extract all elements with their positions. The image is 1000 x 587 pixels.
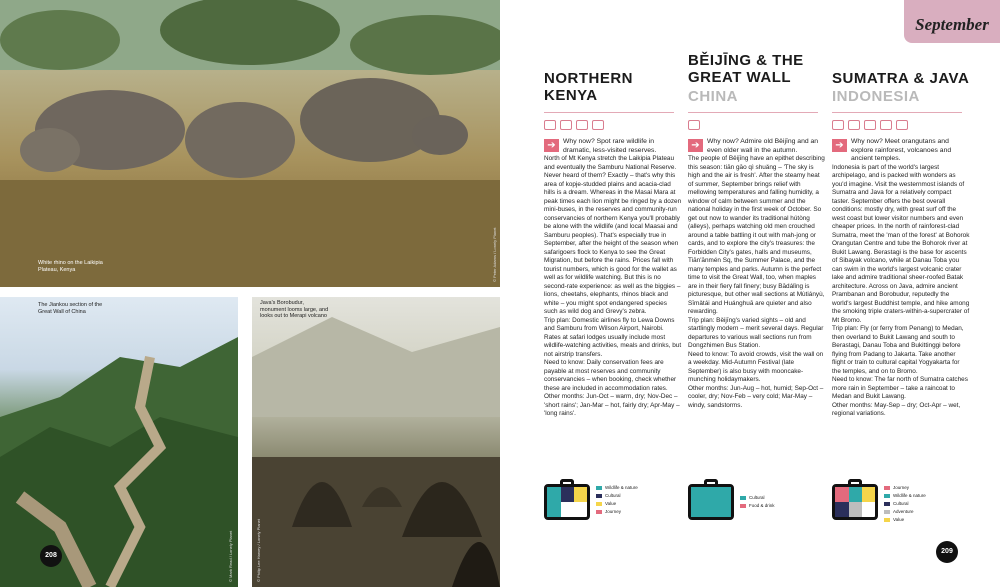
why-now: Why now? Meet orangutans and explore rainforest, volcanoes and ancient temples. [851,138,952,162]
legend-item: Cultural [749,495,765,500]
arrow-icon: ➔ [688,139,703,152]
trip-plan: Trip plan: Domestic airlines fly to Lewa Downs and Samburu from Wilson Airport, Nairobi. Rates at safari lodges usually include most wildlife-watching activities, meals and drinks, but not airstrip transfers. [544,316,682,358]
legend-item: Wildlife & nature [605,485,638,490]
other-months: Other months: May-Sep – dry; Oct-Apr – wet, regional variations. [832,401,961,417]
divider [832,112,962,113]
borobudur-illustration [252,297,500,587]
case-icon [544,484,590,520]
divider [544,112,674,113]
activity-icons [544,120,604,132]
legend-item: Cultural [605,493,621,498]
travel-case [832,484,926,524]
activity-icons [688,120,700,132]
rhino-credit: © Peter Adams / Lonely Planet [492,227,497,282]
column-title: SUMATRA & JAVA [832,70,970,87]
wildlife-icon [832,120,844,130]
need-to-know: Need to know: The far north of Sumatra catches more rain in September – take a raincoat to Medan and Bukit Lawang. [832,376,968,400]
body-paragraph: North of Mt Kenya stretch the Laikipia Plateau and eventually the Samburu National Reserve. Never heard of them? Exactly – that's why this area of kopje-studded plains and acacia-clad hills is a dream. Whereas in the Masai Mara at peak times each lion might be ringed by a dozen mini-buses, in the reserves and community-run conservancies of northern Kenya you'll probably be alone with the wildlife (and local Maasai and Samburu peoples). That's especially true in September, after the height of the season when safarigoers flock to Kenya to see the Great Migration, but before the rains. Prices fall with tourist numbers, which is good for the wallet as well as for wildlife watching. But this is no second-rate experience: as well as the biggies – lions, cheetahs, elephants, rhinos black and white – you might spot endangered species such as wild dog and Grevy's zebra. [544,155,682,315]
page-number-left: 208 [40,545,62,567]
need-to-know: Need to know: To avoid crowds, visit the wall on a weekday. Mid-Autumn Festival (late September) is also busy with mooncake-munching holidaymakers. [688,350,824,383]
legend-item: Adventure [893,509,914,514]
legend-item: Cultural [893,501,909,506]
need-to-know: Need to know: Daily conservation fees are payable at most reserves and community conservancies – when booking, check whether these are included in accommodation rates. [544,359,677,392]
legend [740,484,775,520]
column-body [544,138,682,419]
other-months: Other months: Jun-Aug – hot, humid; Sep-Oct – cooler, dry; Nov-Feb – very cold; Mar-May – windy, sandstorms. [688,384,824,409]
rhino-illustration [0,0,500,287]
why-now: Why now? Spot rare wildlife in dramatic, less-visited reserves. [563,138,657,154]
legend-item: Wildlife & nature [893,493,926,498]
legend [884,484,926,524]
temple-icon [864,120,876,130]
page-number-right: 209 [936,541,958,563]
column-title: BĚIJĪNG & THE GREAT WALL [688,52,804,86]
legend-item: Value [893,517,905,522]
legend-item: Food & drink [749,503,775,508]
trip-plan: Trip plan: Běijīng's varied sights – old and startlingly modern – merit several days. Regular departures to various wall sections run from Dongzhimen Bus Station. [688,316,824,349]
vehicle-icon [880,120,892,130]
column-body [832,138,970,419]
month-tab: September [904,0,1000,43]
legend [596,484,638,520]
column-country: CHINA [688,88,738,105]
column-body [688,138,826,410]
other-months: Other months: Jun-Oct – warm, dry; Nov-Dec – 'short rains'; Jan-Mar – hot, fairly dry; Apr-May – 'long rains'. [544,393,680,417]
wall-credit: © Mark Read / Lonely Planet [228,530,233,582]
arrow-icon: ➔ [544,139,559,152]
rhino-caption: White rhino on the Laikipia Plateau, Kenya [38,260,103,273]
borobudur-credit: © Philip Lee Harvey / Lonely Planet [256,519,261,582]
hiking-icon [896,120,908,130]
borobudur-photo [252,297,500,587]
legend-item: Journey [893,485,910,490]
case-icon [688,484,734,520]
activity-icons [832,120,908,132]
paw-icon [560,120,572,130]
great-wall-illustration [0,297,238,587]
paw-icon [848,120,860,130]
travel-case [688,484,775,520]
borobudur-caption: Java's Borobudur, monument looms large, and looks out to Merapi volcano [260,300,329,320]
why-now: Why now? Admire old Běijīng and an even older wall in the autumn. [707,138,819,154]
column-title: NORTHERN KENYA [544,70,633,104]
legend-item: Value [605,501,617,506]
great-wall-photo [0,297,238,587]
legend-item: Journey [605,509,622,514]
body-paragraph: The people of Běijīng have an epithet describing this season: tiān gāo qì shuǎng – 'The sky is high and the air is fresh'. After the steamy heat of summer, September brings relief with mellowing temperatures and falling humidity, a window of calm between summer and the national holiday in the first week of October. So get out now to wander its traditional hútòng (alleys), perhaps watching old men crouched around a table battling it out with mah-jong or cards, and to explore the city's treasures: the Forbidden City's gates, halls and museums, Tiān'ānmén Sq, the Summer Palace, and the many temples and parks. Autumn is the perfect time to visit the Great Wall, too, when maples are in their fiery fall finery; busy Bādálǐng is picturesque, but other wall sections at Mùtiányù, Sīmǎtái and Huánghuā are quieter and also rewarding. [688,155,825,315]
temple-icon [688,120,700,130]
arrow-icon: ➔ [832,139,847,152]
column-country: INDONESIA [832,88,920,105]
vehicle-icon [592,120,604,130]
body-paragraph: Indonesia is part of the world's largest archipelago, and is packed with wonders as you'd imagine. Visit the westernmost islands of Sumatra and Java for a relatively compact taster. September offers the best overall conditions: mostly dry, with great surf off the west coast but lower visitor numbers and even cheaper prices. In the north of rainforest-clad Sumatra, meet the 'man of the forest' at Bohorok Orangutan Centre and tube the Bohorok river at Bukit Lawang. Berastagi is the base for ascents of Sibayak volcano, while at Danau Toba you can swim in the world's largest volcanic crater lake and admire traditional sheer-roofed Batak architecture. Across on Java, admire ancient Prambanan and Borobudur, reputedly the world's largest Buddhist temple, and hike among the smoking triple craters-within-a-supercrater of Mt Bromo. [832,163,970,324]
tag-icon [576,120,588,130]
wall-caption: The Jiankou section of the Great Wall of China [38,302,103,315]
wildlife-icon [544,120,556,130]
case-icon [832,484,878,520]
rhino-photo [0,0,500,287]
divider [688,112,818,113]
travel-case [544,484,638,520]
trip-plan: Trip plan: Fly (or ferry from Penang) to Medan, then overland to Bukit Lawang and south to Berastagi, Danau Toba and Bukittinggi before flying from Padang to Jakarta. Take another flight or train to cultural capital Yogyakarta for the temples, and on to Bromo. [832,325,964,375]
